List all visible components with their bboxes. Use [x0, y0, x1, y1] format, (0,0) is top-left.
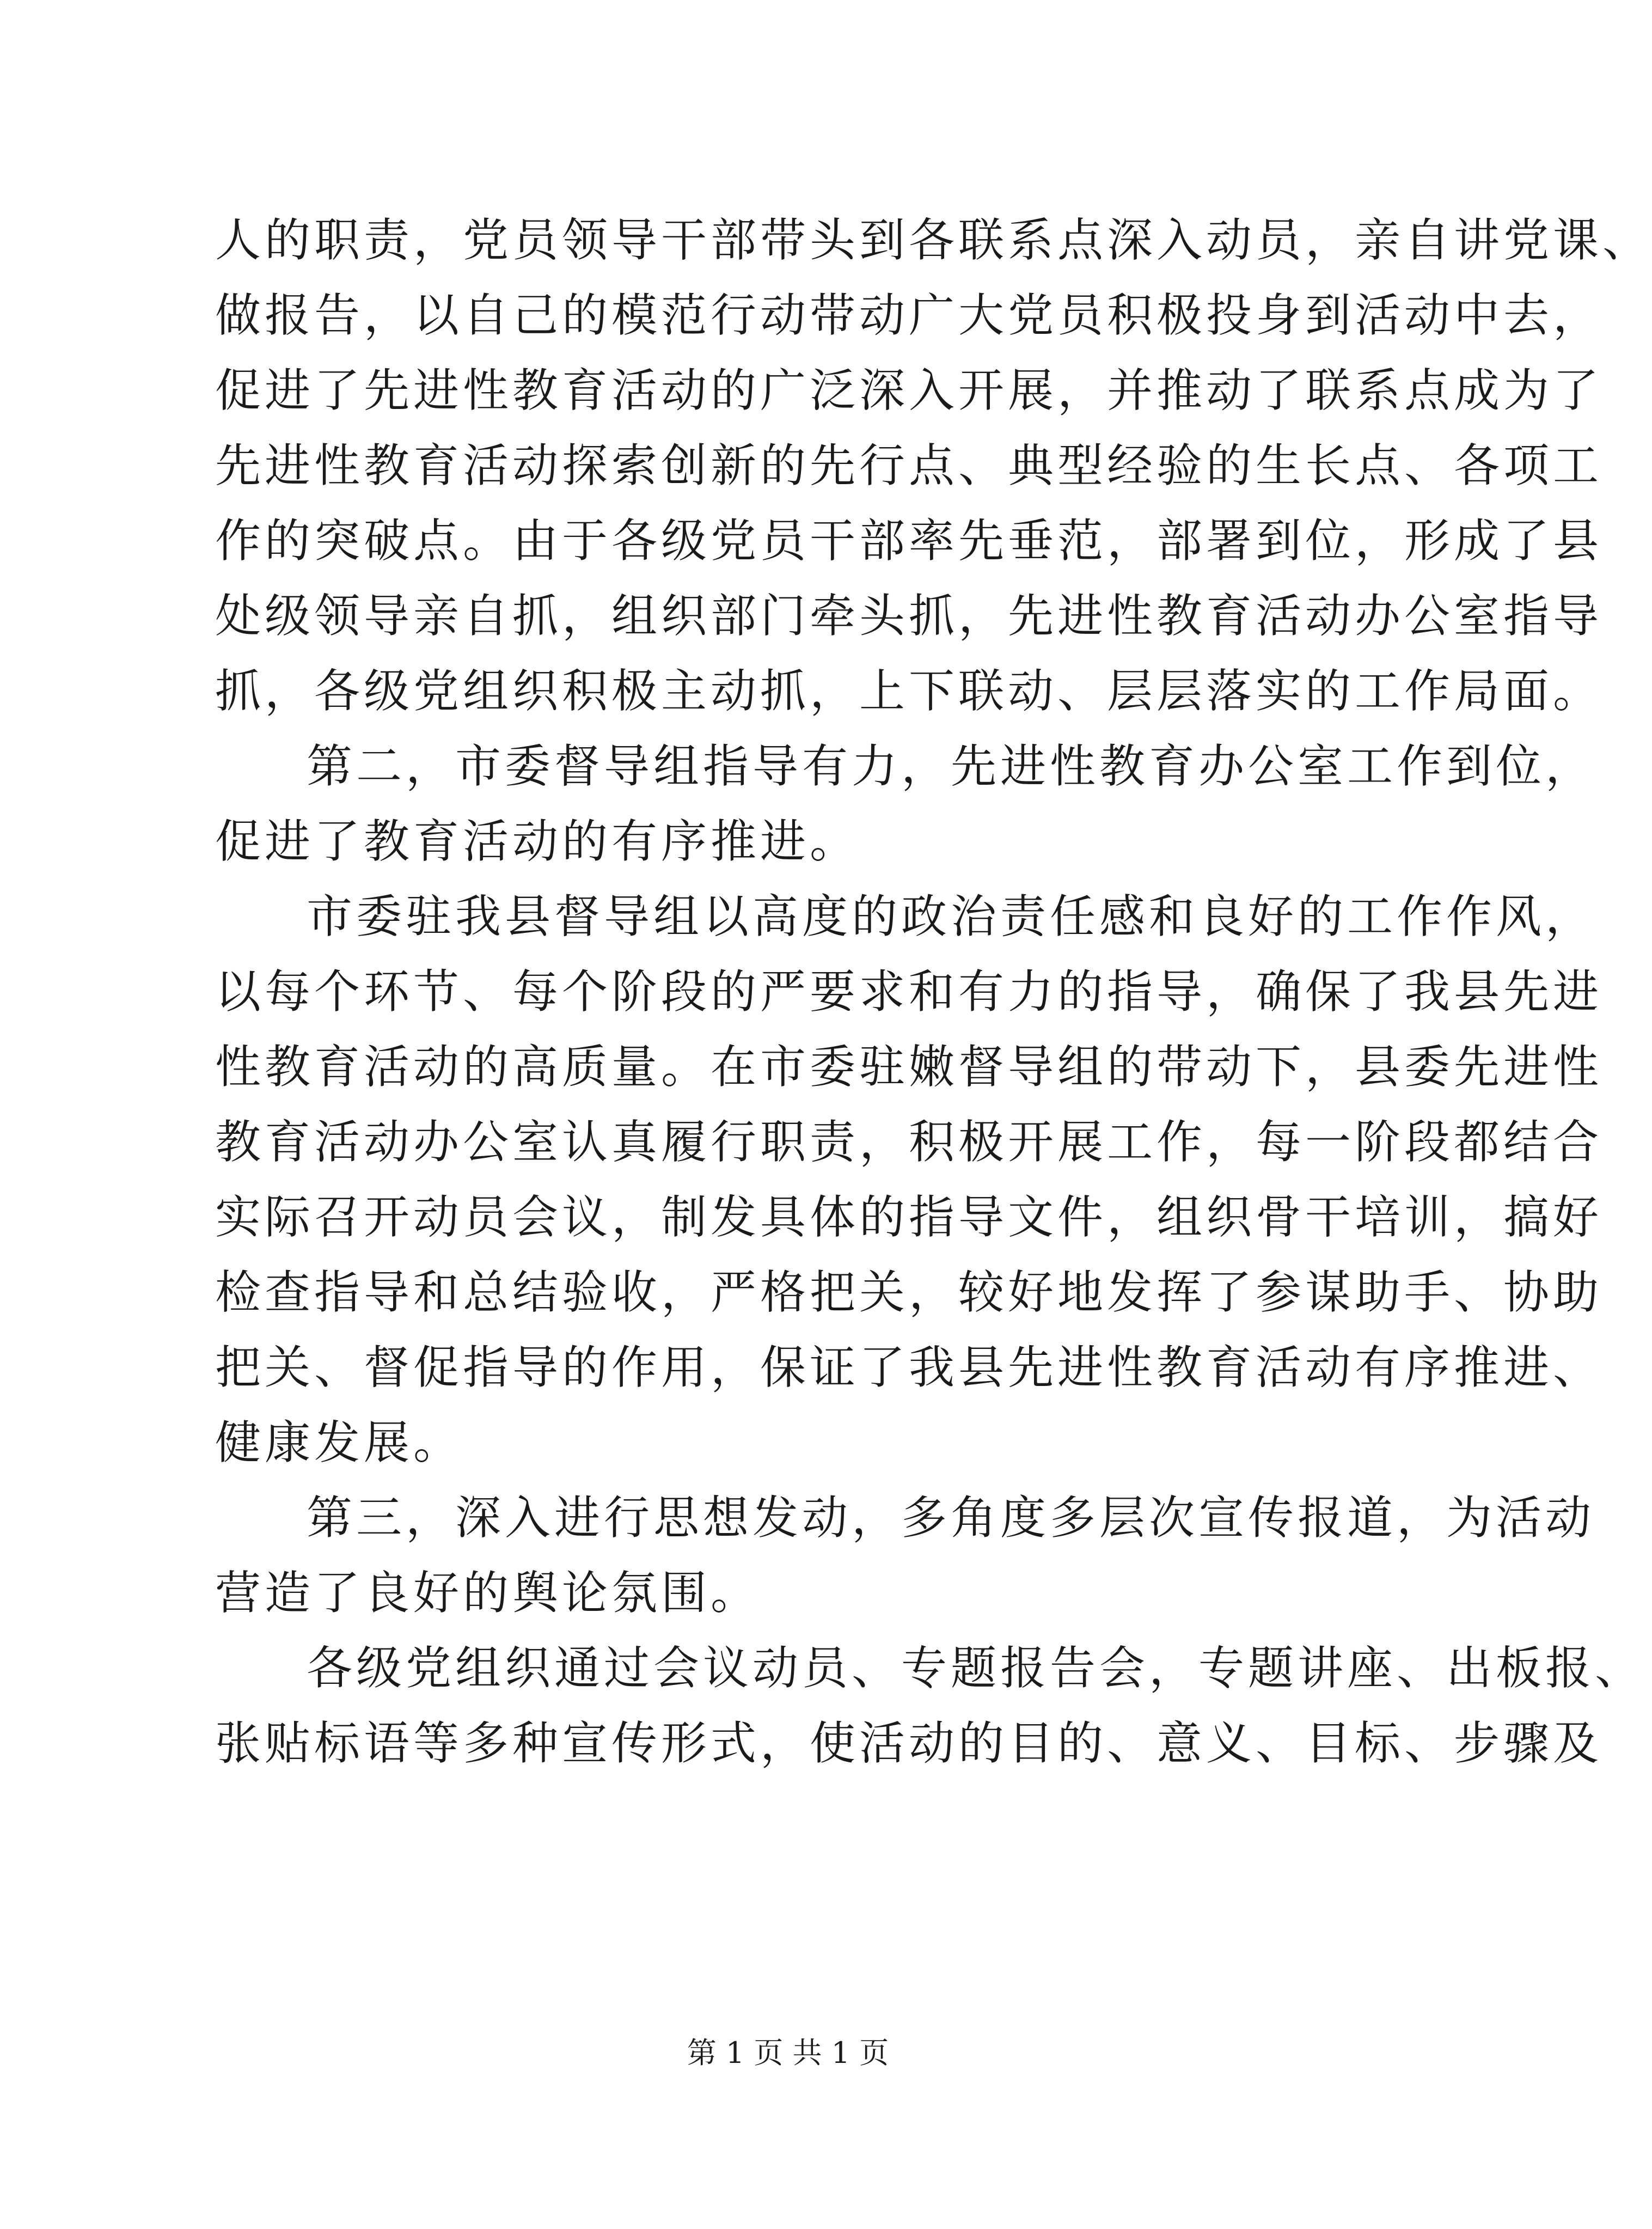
text-line: 促进了先进性教育活动的广泛深入开展，并推动了联系点成为了 — [215, 364, 1603, 417]
text-line: 健康发展。 — [215, 1416, 463, 1469]
paragraph-heading-line: 第三，深入进行思想发动，多角度多层次宣传报道，为活动 — [307, 1491, 1595, 1544]
text-line: 性教育活动的高质量。在市委驻嫩督导组的带动下，县委先进性 — [215, 1040, 1603, 1094]
text-line: 做报告，以自己的模范行动带动广大党员积极投身到活动中去， — [215, 289, 1603, 342]
body-text — [215, 203, 1652, 1781]
text-line: 处级领导亲自抓，组织部门牵头抓，先进性教育活动办公室指导 — [215, 589, 1603, 643]
text-line: 实际召开动员会议，制发具体的指导文件，组织骨干培训，搞好 — [215, 1190, 1603, 1244]
text-line: 促进了教育活动的有序推进。 — [215, 815, 860, 868]
text-line: 营造了良好的舆论氛围。 — [215, 1566, 761, 1620]
text-line: 先进性教育活动探索创新的先行点、典型经验的生长点、各项工 — [215, 439, 1603, 492]
paragraph-start-line: 各级党组织通过会议动员、专题报告会，专题讲座、出板报、 — [307, 1641, 1645, 1695]
text-line: 抓，各级党组织积极主动抓，上下联动、层层落实的工作局面。 — [215, 664, 1603, 718]
text-line: 张贴标语等多种宣传形式，使活动的目的、意义、目标、步骤及 — [215, 1717, 1603, 1770]
text-line: 教育活动办公室认真履行职责，积极开展工作，每一阶段都结合 — [215, 1115, 1603, 1169]
text-line: 人的职责，党员领导干部带头到各联系点深入动员，亲自讲党课、 — [215, 213, 1652, 267]
text-line: 作的突破点。由于各级党员干部率先垂范，部署到位，形成了县 — [215, 514, 1603, 567]
text-line: 检查指导和总结验收，严格把关，较好地发挥了参谋助手、协助 — [215, 1266, 1603, 1319]
page-footer: 第 1 页 共 1 页 — [687, 2036, 889, 2070]
text-line: 以每个环节、每个阶段的严要求和有力的指导，确保了我县先进 — [215, 965, 1603, 1018]
paragraph-start-line: 市委驻我县督导组以高度的政治责任感和良好的工作作风， — [307, 890, 1595, 943]
paragraph-heading-line: 第二，市委督导组指导有力，先进性教育办公室工作到位， — [307, 740, 1595, 793]
text-line: 把关、督促指导的作用，保证了我县先进性教育活动有序推进、 — [215, 1341, 1603, 1394]
